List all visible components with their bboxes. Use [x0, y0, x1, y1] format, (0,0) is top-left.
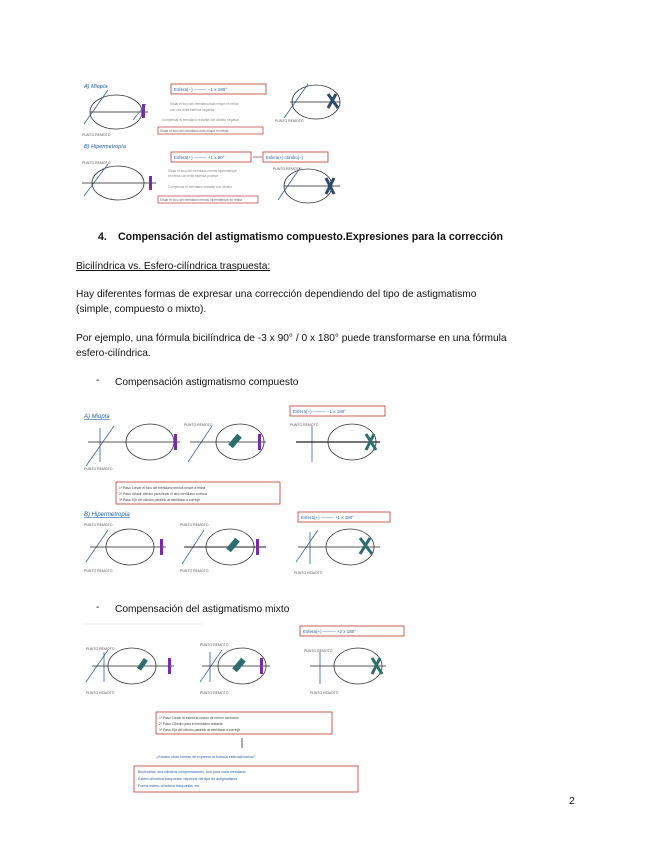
svg-text:PUNTO REMOTO: PUNTO REMOTO — [86, 647, 115, 651]
figure1-box-b: Esfera(+) ──── +1 x 90° — [174, 155, 225, 160]
figure2-note-2: 2º Paso: Añadir cilindro para llevar el otro meridiano a retina — [119, 492, 207, 496]
svg-text:con una lente esférica negativ: con una lente esférica negativa — [170, 108, 215, 112]
figure3-note-1: 1º Paso: Llevar la esfera al círculo de menor confusión — [159, 716, 239, 720]
figure3-note-3: 3º Paso: Eje del cilindro paralelo al meridiano a corregir — [159, 728, 241, 732]
svg-text:Situar el foco del meridiano m: Situar el foco del meridiano más miope en retina — [170, 102, 239, 106]
figure2-note-3: 3º Paso: Eje del cilindro paralelo al meridiano a corregir — [119, 498, 201, 502]
figure-astigmatismo-compuesto — [80, 402, 400, 580]
figure1-label-b: B) Hipermetropía — [84, 144, 126, 150]
bullet1-dash: - — [96, 375, 100, 386]
figure2-label-b: B) Hipermetropía — [84, 512, 130, 518]
svg-text:PUNTO REMOTO: PUNTO REMOTO — [304, 649, 333, 653]
svg-text:PUNTO REMOTO: PUNTO REMOTO — [84, 523, 113, 527]
bullet2-text: Compensación del astigmatismo mixto — [115, 604, 290, 615]
svg-text:PUNTO REMOTO: PUNTO REMOTO — [275, 119, 304, 123]
paragraph1-line2: (simple, compuesto o mixto). — [76, 304, 207, 315]
page-number: 2 — [569, 795, 575, 807]
svg-text:PUNTO REMOTO: PUNTO REMOTO — [82, 161, 111, 165]
svg-text:PUNTO REMOTO: PUNTO REMOTO — [200, 643, 229, 647]
section-number: 4. — [98, 231, 107, 243]
figure3-question: ¿Existen otras formas de expresar la fórmula esferocilíndrica? — [156, 755, 255, 759]
svg-text:PUNTO REMOTO: PUNTO REMOTO — [84, 467, 113, 471]
figure3-answer-3: Forma esfero-cilíndrica traspuesta, etc. — [138, 784, 201, 788]
figure1-box-b-right: Esfera(+) cilindro(−) — [266, 155, 304, 160]
bullet2-dash: - — [96, 602, 100, 613]
section-title: Compensación del astigmatismo compuesto.Expresiones para la corrección — [118, 231, 504, 243]
paragraph2-line1: Por ejemplo, una fórmula bicilíndrica de -3 x 90° / 0 x 180° puede transformarse en una fórmula — [76, 333, 507, 344]
subheading: Bicilíndrica vs. Esfero-cilíndrica traspuesta: — [76, 261, 271, 272]
figure1-box-a: Esfera(−) ──── −1 x 180° — [174, 87, 228, 92]
svg-text:Situar el foco del meridiano m: Situar el foco del meridiano menos hipermétrope — [168, 169, 237, 173]
svg-text:PUNTO REMOTO: PUNTO REMOTO — [200, 691, 229, 695]
figure3-note-2: 2º Paso: Cilindro para el meridiano restante — [159, 722, 223, 726]
figure-miopia-hipermetropia-simple — [78, 78, 358, 213]
paragraph1-line1: Hay diferentes formas de expresar una corrección dependiendo del tipo de astigmatismo — [76, 289, 477, 300]
figure2-box-a: Esfera(−) ──── −1 x 180° — [293, 409, 347, 414]
svg-text:PUNTO REMOTO: PUNTO REMOTO — [310, 691, 339, 695]
svg-text:Compensar el meridiano restant: Compensar el meridiano restante con cilindro — [168, 185, 233, 189]
svg-text:PUNTO REMOTO: PUNTO REMOTO — [86, 691, 115, 695]
figure2-note-1: 1º Paso: Llevar el foco del meridiano menos miope a retina — [119, 486, 206, 490]
paragraph2-line2: esfero-cilíndrica. — [76, 348, 151, 359]
svg-text:PUNTO REMOTO: PUNTO REMOTO — [82, 133, 111, 137]
figure1-label-a: A) Miopía — [84, 84, 108, 90]
figure-astigmatismo-mixto — [82, 622, 412, 794]
svg-text:Compensar el meridiano restant: Compensar el meridiano restante con cilindro negativo — [162, 118, 240, 122]
figure2-box-b: Esfera(+) ──── +1 x 180° — [301, 515, 355, 520]
figure3-answer-1: Bicilíndrica: dos cilindros compensadores, uno para cada meridiano — [138, 770, 246, 774]
figure1-note-a: Situar el foco del meridiano más miope en retina — [160, 129, 229, 133]
svg-text:PUNTO REMOTO: PUNTO REMOTO — [184, 423, 213, 427]
svg-text:PUNTO REMOTO: PUNTO REMOTO — [273, 167, 302, 171]
figure1-note-b: Situar el foco del meridiano menos hipermétrope en retina — [160, 198, 243, 202]
figure2-label-a: A) Miopía — [84, 414, 110, 420]
svg-text:PUNTO REMOTO: PUNTO REMOTO — [180, 523, 209, 527]
svg-text:PUNTO REMOTO: PUNTO REMOTO — [84, 569, 113, 573]
figure3-answer-2: Esfero-cilíndrica traspuesta: depende del tipo de astigmatismo — [138, 777, 238, 781]
svg-text:PUNTO REMOTO: PUNTO REMOTO — [180, 569, 209, 573]
svg-text:PUNTO REMOTO: PUNTO REMOTO — [294, 571, 323, 575]
svg-text:PUNTO REMOTO: PUNTO REMOTO — [290, 423, 319, 427]
figure3-box: Esfera(+) ──── +2 x 180° — [303, 629, 357, 634]
bullet1-text: Compensación astigmatismo compuesto — [115, 377, 299, 388]
svg-text:en retina con lente esférica p: en retina con lente esférica positiva — [168, 174, 218, 178]
